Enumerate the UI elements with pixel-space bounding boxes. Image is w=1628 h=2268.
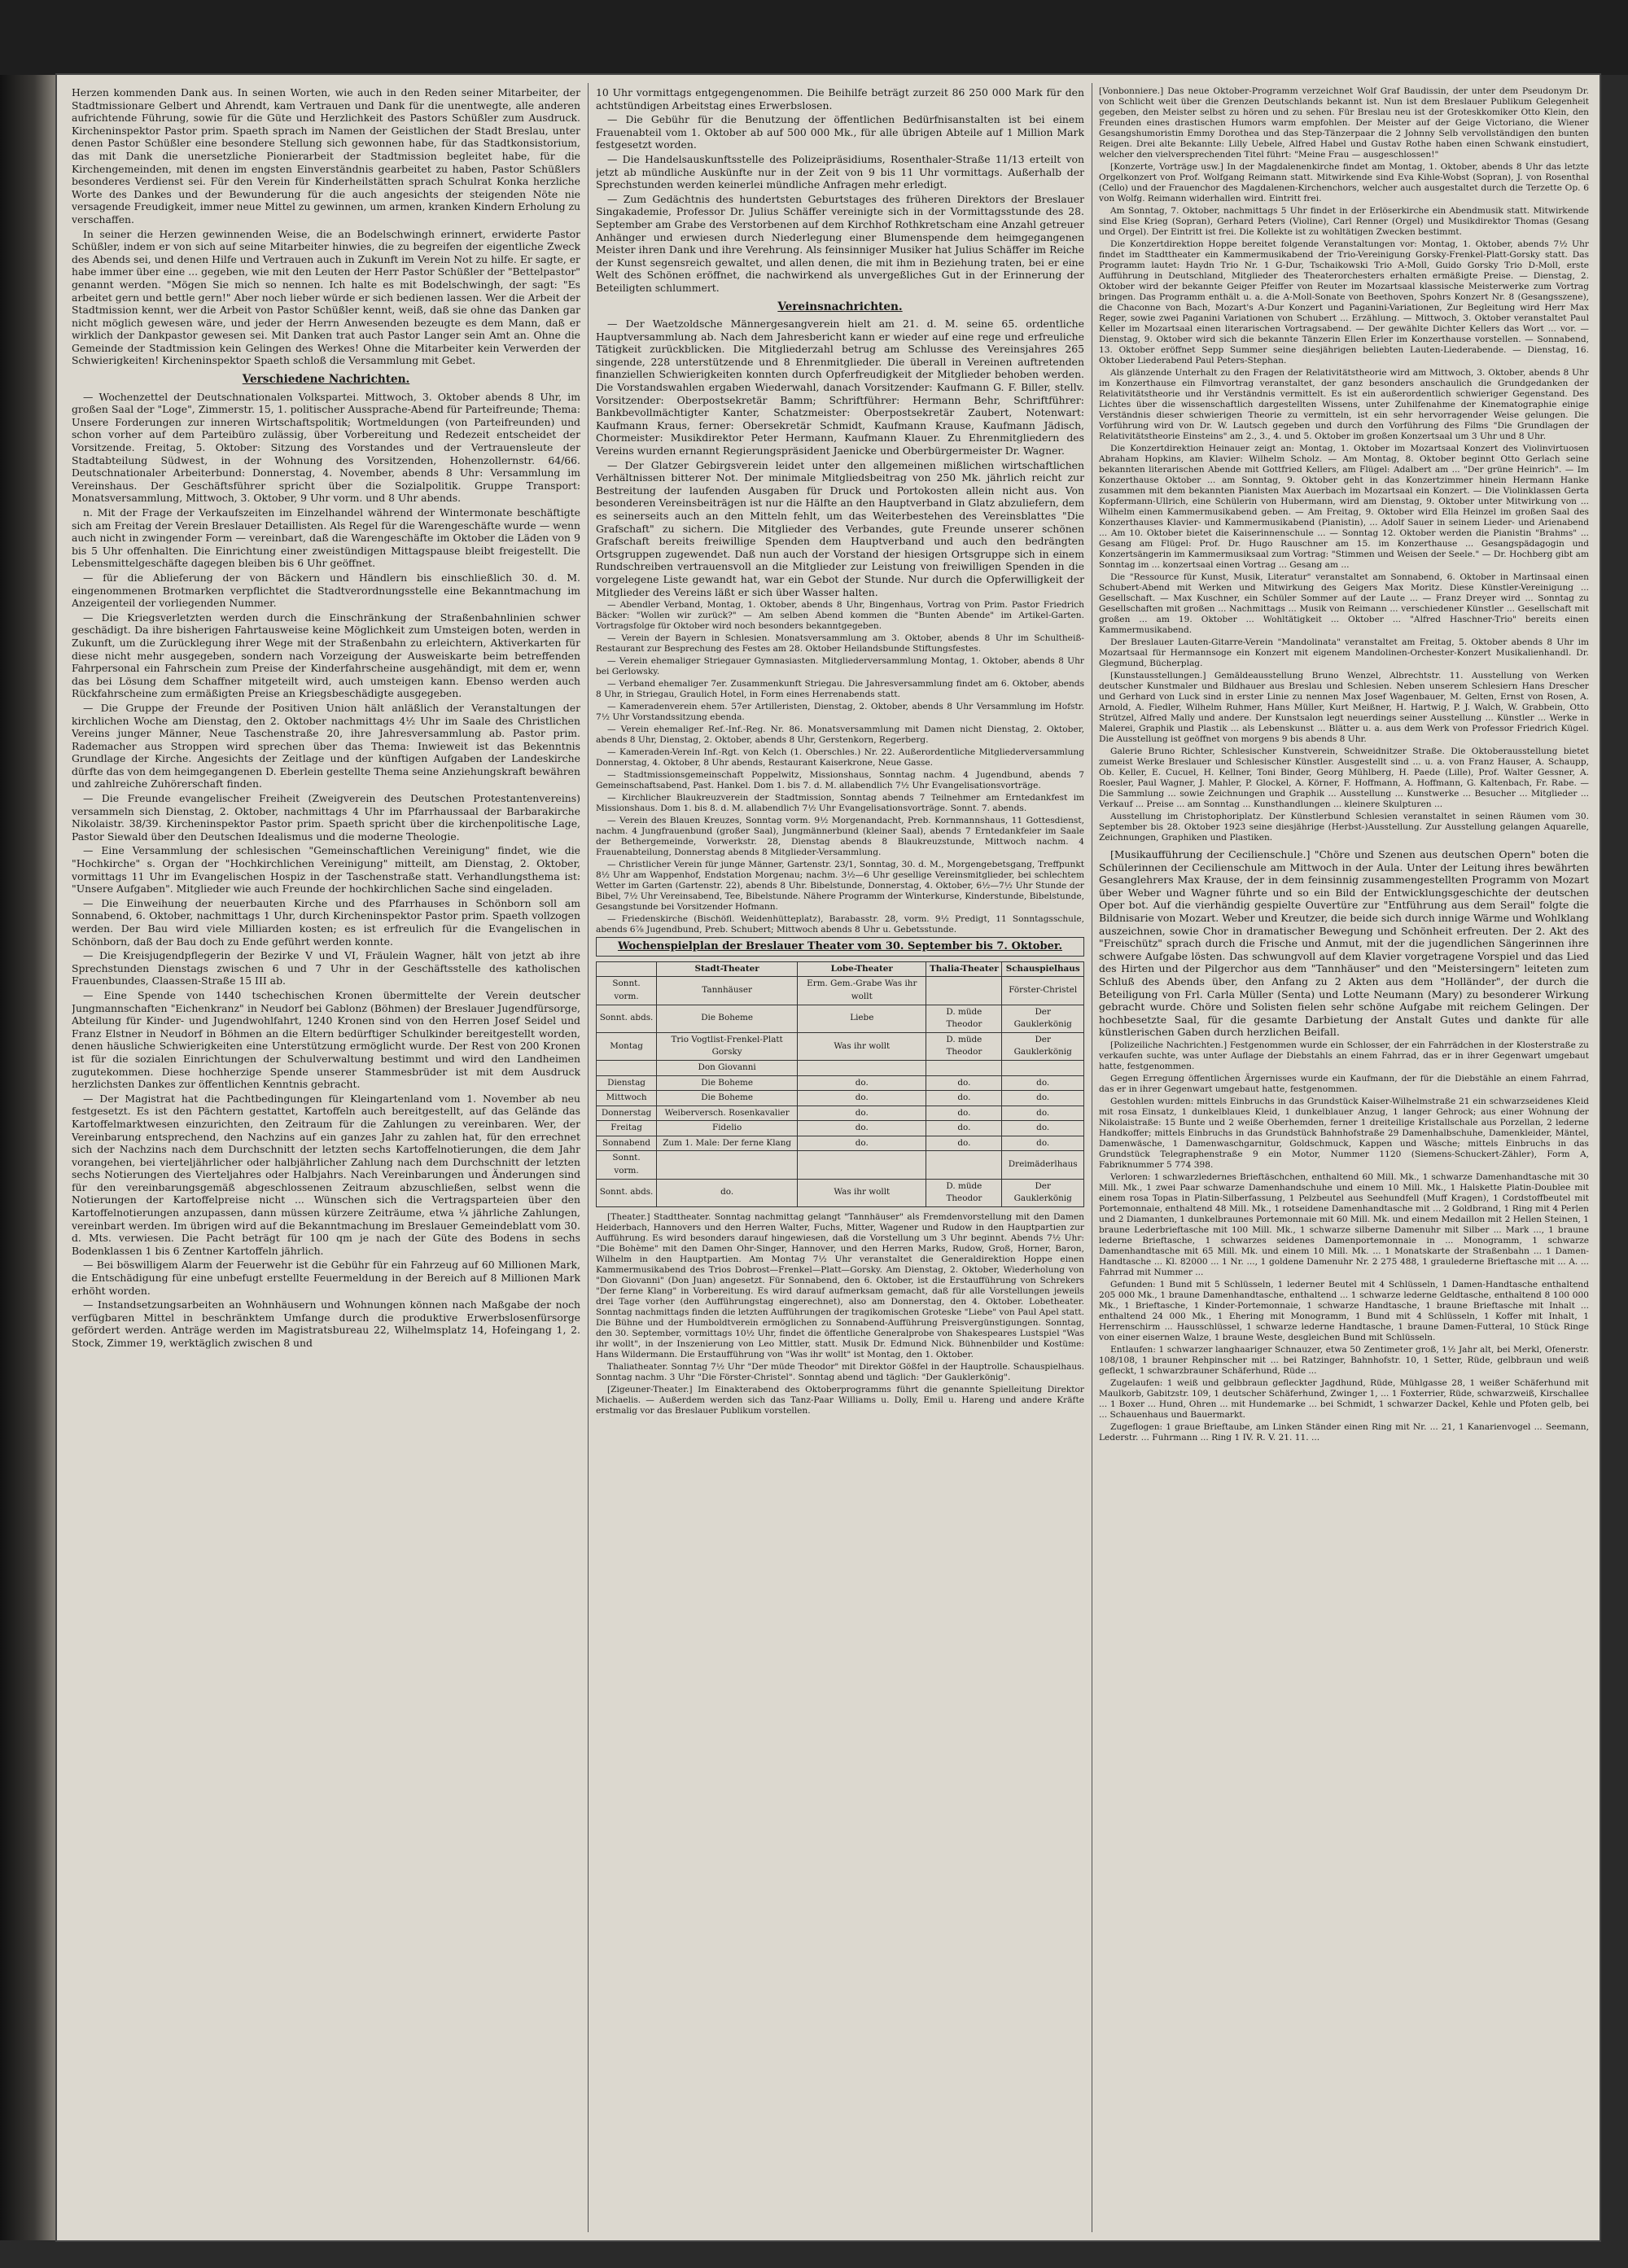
column-1 (72, 86, 580, 2229)
table-cell: Sonnt. vorm. (597, 977, 657, 1005)
article-paragraph: [Zigeuner-Theater.] Im Einakterabend des Oktoberprogramms führt die genannte Spielleitung Direktor Michaelis. — Außerdem werden sich das Tanz-Paar Williams u. Dolly, Emil u. Hareng und andere Kräfte erstmalig vor das Breslauer Publikum vorstellen. (596, 1384, 1084, 1416)
club-notice: — Abendler Verband, Montag, 1. Oktober, abends 8 Uhr, Bingenhaus, Vortrag von Prim. Pastor Friedrich Bäcker: "Wollen wir zurück?" — Am selben Abend kommen die "Bunten Abende" im Artikel-Garten. Vortragsfolge für Oktober wird noch besonders bekanntgegeben. (596, 600, 1084, 632)
table-cell: Sonnt. abds. (597, 1005, 657, 1032)
table-row (597, 1032, 1084, 1060)
table-header-cell: Thalia-Theater (926, 961, 1002, 977)
table-cell: Dienstag (597, 1075, 657, 1091)
article-paragraph: Gestohlen wurden: mittels Einbruchs in das Grundstück Kaiser-Wilhelmstraße 21 ein schwarzseidenes Kleid mit rosa Einsatz, 1 dunkelblaues Kleid, 1 dunkelblauer Anzug, 1 langer Gehrock; aus einer Wohnung der Nikolaistraße: 15 Bunte und 2 weiße Oberhemden, ferner 1 dreiteilige Kristallschale aus Porzellan, 2 lederne Handkoffer; mittels Einbruchs in das Grundstück Bahnhofstraße 29 Damenhalbschuhe, Damenkleider, Mäntel, Damenwäsche, 1 Damenwaschgarnitur, Goldschmuck, Kappen und Wäsche; mittels Einbruchs in das Grundstück Telegraphenstraße 9 ein Motor, Nummer 1120 (Siemens-Schuckert-Zähler), Form A, Fabriknummer 5 774 398. (1099, 1096, 1589, 1170)
club-notice: — Verein ehemaliger Ref.-Inf.-Reg. Nr. 86. Monatsversammlung mit Damen nicht Dienstag, 2. Oktober, abends 8 Uhr, Dienstag, 2. Oktober, abends 8 Uhr, Gerstenkorn, Regerberg. (596, 725, 1084, 746)
article-paragraph: Galerie Bruno Richter, Schlesischer Kunstverein, Schweidnitzer Straße. Die Oktoberausstellung bietet zumeist Werke Breslauer und Schlesischer Künstler. Ausgestellt sind ... u. a. von Franz Hauser, A. Schaupp, Ob. Keller, E. Cucuel, H. Kellner, Toni Binder, Georg Mühlberg, H. Paede (Lille), Prof. Walter Gessner, A. Roesler, Paul Wagner, J. Mahler, P. Glockel, A. Körner, F. Hoffmann, A. Hoffmann, G. Kaltenbach, Fr. Rabe. — Die Sammlung ... sowie Zeichnungen und Graphik ... Ausstellung ... Kunstwerke ... Besucher ... Mitglieder ... Verkauf ... Preise ... am Sonntag ... Kunsthandlungen ... kleinere Skulpturen ... (1099, 747, 1589, 809)
table-row (597, 1121, 1084, 1136)
table-cell: do. (657, 1179, 798, 1206)
table-cell: D. müde Theodor (926, 1005, 1002, 1032)
table-cell: Fidelio (657, 1121, 798, 1136)
table-cell: Zum 1. Male: Der ferne Klang (657, 1136, 798, 1151)
table-cell (926, 977, 1002, 1005)
table-cell: Mittwoch (597, 1091, 657, 1106)
club-notice: — Stadtmissionsgemeinschaft Poppelwitz, Missionshaus, Sonntag nachm. 4 Jugendbund, abends 7 Gemeinschaftsabend, Past. Hankel. Dom 1. bis 7. d. M. allabendlich 7½ Uhr Evangelisationsvorträge. (596, 770, 1084, 791)
scan-top-border (0, 0, 1628, 75)
table-cell: Donnerstag (597, 1106, 657, 1121)
article-paragraph: — Eine Spende von 1440 tschechischen Kronen übermittelte der Verein deutscher Jungmannschaften "Eichenkranz" in Neudorf bei Gablonz (Böhmen) der Breslauer Jugendfürsorge, Abteilung für Kinder- und Jugendwohlfahrt, 1240 Kronen sind von den Herren Josef Seidel und Franz Elstner in Neudorf in Böhmen an die Eltern bedürftiger Schulkinder bereitgestellt worden, denen häusliche Schwierigkeiten eine Unterstützung ermöglicht wurde. Der Rest von 200 Kronen ist für die sozialen Einrichtungen der Schulverwaltung bestimmt und wird den Landheimen zugutekommen. Diese hochherzige Spende unserer Stammesbrüder ist mit dem Ausdruck herzlichsten Dankes zur öffentlichen Kenntnis gebracht. (72, 988, 580, 1091)
article-paragraph: Zugelaufen: 1 weiß und gelbbraun gefleckter Jagdhund, Rüde, Mühlgasse 28, 1 weißer Schäferhund mit Maulkorb, Gabitzstr. 109, 1 deutscher Schäferhund, Zwinger 1, ... 1 Foxterrier, Rüde, schwarzweiß, Kirschallee ... 1 Boxer ... Hund, Ohren ... mit Hundemarke ... bei Schmidt, 1 schwarzer Dackel, Kehle und Pfoten gelb, bei ... Schauenhaus und Bauermarkt. (1099, 1377, 1589, 1420)
article-paragraph: [Musikaufführung der Cecilienschule.] "Chöre und Szenen aus deutschen Opern" boten die Schülerinnen der Cecilienschule am Mittwoch in der Aula. Unter der Leitung ihres bewährten Gesanglehrers Max Krause, der in dem feinsinnig zusammengestellten Programm von Mozart über Weber und Wagner führte und so ein Bild der Entwicklungsgeschichte der deutschen Oper bot. Auf die vierhändig gespielte Ouvertüre zur "Entführung aus dem Serail" folgte die Bildnisarie von Mozart. Weber und Kreutzer, die beide sich durch innige Wärme und Wohlklang auszeichnen, sowie Chor in dramatischer Bewegung und Schönheit erfreuten. Der 2. Akt des "Freischütz" sprach durch die Frische und Anmut, mit der die jugendlichen Sängerinnen ihre schwere Aufgabe lösten. Das schwungvoll auf dem Klavier vorgetragene Vorspiel und das Lied des Hirten und der Pilgerchor aus dem "Tannhäuser" und den "Meistersingern" leiteten zum Schluß des Abends über, den Anfang zu 2 Akten aus dem "Holländer", der durch die Beteiligung von Frl. Carla Müller (Senta) und Lotte Neumann (Mary) zu besonderer Wirkung gebracht wurde. Chöre und Solisten fielen sehr schöne Aufgabe mit reichem Gelingen. Der hochbesetzte Saal, für die gesamte Darbietung der Anstalt Gutes und dankte für alle künstlerischen Gaben durch herzlichen Beifall. (1099, 848, 1589, 1039)
table-row (597, 1106, 1084, 1121)
table-cell: do. (1002, 1121, 1084, 1136)
section-heading: Verschiedene Nachrichten. (242, 373, 410, 387)
article-paragraph: — Die Gruppe der Freunde der Positiven Union hält anläßlich der Veranstaltungen der kirchlichen Woche am Dienstag, den 2. Oktober nachmittags 4½ Uhr im Saale des Christlichen Vereins junger Männer, Neue Taschenstraße 20, ihre Jahresversammlung ab. Pastor prim. Rademacher aus Stroppen wird sprechen über das Thema: Inwieweit ist das Bekenntnis Grundlage der Kirche. Angesichts der Zeitlage und der künftigen Aufgaben der Landeskirche dürfte das von dem heimgegangenen D. Eberlein gestellte Thema seine Anziehungskraft bewähren und zahlreiche Zuhörerschaft finden. (72, 701, 580, 790)
article-paragraph: Gefunden: 1 Bund mit 5 Schlüsseln, 1 lederner Beutel mit 4 Schlüsseln, 1 Damen-Handtasche enthaltend 205 000 Mk., 1 braune Damenhandtasche, enthaltend ... 1 schwarze lederne Geldtasche, enthaltend 8 100 000 Mk., 1 Brieftasche, 1 Kinder-Portemonnaie, 1 schwarze Handtasche, 1 braune Brieftasche mit Inhalt ... enthaltend 24 000 Mk., 1 Ehering mit Monogramm, 1 Bund mit 4 Schlüsseln, 1 Koffer mit Inhalt, 1 Herrenschirm ... Hausschlüssel, 1 schwarze lederne Handtasche, 1 braune Damen-Futteral, 10 Stück Ringe von einer eisernen Walze, 1 braune Weste, desgleichen Bund mit Schlüsseln. (1099, 1279, 1589, 1342)
table-header-row (597, 961, 1084, 977)
table-header-cell: Stadt-Theater (657, 961, 798, 977)
table-cell: Die Boheme (657, 1075, 798, 1091)
table-header-cell: Lobe-Theater (798, 961, 926, 977)
table-header-cell (597, 961, 657, 977)
table-cell: do. (1002, 1136, 1084, 1151)
club-notice: — Friedenskirche (Bischöfl. Weidenhütteplatz), Barabasstr. 28, vorm. 9½ Predigt, 11 Sonntagsschule, abends 6⅞ Jugendbund, Preb. Schubert; Mittwoch abends 8 Uhr u. Gebetsstunde. (596, 914, 1084, 935)
table-cell: do. (798, 1106, 926, 1121)
club-notice: — Christlicher Verein für junge Männer, Gartenstr. 23/1, Sonntag, 30. d. M., Morgengebetsgang, Treffpunkt 8½ Uhr am Wappenhof, Endstation Morgenau; nachm. 3½—6 Uhr gesellige Vereinsmitglieder, bei schlechtem Wetter im Garten (Gartenstr. 22), abends 8 Uhr. Bibelstunde, Donnerstag, 4. Oktober, 6½—7½ Uhr Stunde der Bibel, 7½ Uhr Vereinsabend, Tee, Bibelstunde. Nähere Programm der Winterkurse, Kinderstunde, Bibelstunde, Gesangstunde bei Vorsitzender Hofmann. (596, 860, 1084, 913)
theater-schedule-title: Wochenspielplan der Breslauer Theater vom 30. September bis 7. Oktober. (596, 937, 1084, 957)
club-notice: — Kameraden-Verein Inf.-Rgt. von Kelch (1. Oberschles.) Nr. 22. Außerordentliche Mitgliederversammlung Donnerstag, 4. Oktober, 8 Uhr abends, Restaurant Kaiserkrone, Neue Gasse. (596, 747, 1084, 768)
table-cell: Der Gauklerkönig (1002, 1179, 1084, 1206)
article-paragraph: — Die Freunde evangelischer Freiheit (Zweigverein des Deutschen Protestantenvereins) versammeln sich Dienstag, 2. Oktober, nachmittags 4 Uhr im Pfarrhaussaal der Barbarakirche Nikolaistr. 38/39. Kircheninspektor Pastor prim. Spaeth spricht über die kirchenpolitische Lage, Pastor Siewald über den Deutschen Idealismus und die moderne Theologie. (72, 792, 580, 843)
article-paragraph: 10 Uhr vormittags entgegengenommen. Die Beihilfe beträgt zurzeit 86 250 000 Mark für den achtstündigen Arbeitstag eines Erwerbslosen. (596, 86, 1084, 112)
article-paragraph: Gegen Erregung öffentlichen Ärgernisses wurde ein Kaufmann, der für die Diebstähle an einem Fahrrad, das er in ihrer Gegenwart umgebaut hatte, festgenommen. (1099, 1073, 1589, 1094)
article-paragraph: [Polizeiliche Nachrichten.] Festgenommen wurde ein Schlosser, der ein Fahrrädchen in der Klosterstraße zu verkaufen suchte, was unter Auflage der Diebstahls an einem Fahrrad, das er in ihrer Gegenwart umgebaut hatte, festgenommen. (1099, 1040, 1589, 1071)
table-cell: do. (1002, 1091, 1084, 1106)
article-paragraph: Als glänzende Unterhalt zu den Fragen der Relativitätstheorie wird am Mittwoch, 3. Oktober, abends 8 Uhr im Konzerthause ein Filmvortrag veranstaltet, der ganz besonders anschaulich die Grundgedanken der Relativitätstheorie und ihr Verständnis vermittelt. Es ist ein außerordentlich schwieriger Gegenstand. Des Lichtes über die wissenschaftlich dargestellten Wissens, unter Zuhilfenahme der Kinematographie einige Verständnis dieser schwierigen Theorie zu vermitteln, ist ein sehr hervorragender Weise gelungen. Die Vorführung wird von Dr. W. Lautsch gegeben und durch den Vorführung des Films "Die Grundlagen der Relativitätstheorie Einsteins" am 2., 3., 4. und 5. Oktober im großen Konzertsaal um 3 Uhr und 8 Uhr. (1099, 368, 1589, 441)
article-paragraph: — Die Kriegsverletzten werden durch die Einschränkung der Straßenbahnlinien schwer geschädigt. Da ihre bisherigen Fahrtausweise keine Möglichkeit zum Umsteigen boten, werden in Zukunft, um die Zurücklegung ihrer Wege mit der Straßenbahn zu erleichtern, Aktiverkarten für diese nicht mehr ausgegeben, sondern nach Vorzeigung der Ausweiskarte beim betreffenden Fahrpersonal ein Fahrschein zum Preise der Kinderfahrscheine ausgehändigt, mit dem er, wenn das bei Lösung dem Schaffner mitgeteilt wird, auch umsteigen kann. Ebenso werden auch Rückfahrscheine zum ermäßigten Preise an Kriegsbeschädigte ausgegeben. (72, 611, 580, 700)
article-paragraph: In seiner die Herzen gewinnenden Weise, die an Bodelschwingh erinnert, erwiderte Pastor Schüßler, indem er von sich auf seine Mitarbeiter hinwies, die zu begreifen der eigentliche Zweck des Abends sei, und denen Hilfe und Vertrauen auch in Zukunft im Verein Not zu hilfe. Er sagte, er habe immer über eine ... gegeben, wie mit den Leuten der Herr Pastor Schüßler der "Bettelpastor" genannt werden. "Mögen Sie mich so nennen. Ich halte es mit Bodelschwingh, der sagt: "Es arbeitet gern und bettle gern!" Aber noch lieber würde er sich bedienen lassen. Wer die Arbeit der Stadtmission kennt, wer die Arbeit von Pastor Schüßler kennt, weiß, daß sie ohne das Danken gar nicht möglich gewesen wäre, und jeder der Herrn Anwesenden bezeugte es dem Mann, daß er wirklich der Dankpastor gewesen sei. Mit Danken trat auch Pastor Langer sein Amt an. Ohne die Gemeinde der Stadtmission kein Gelingen des Werkes! Ohne die Mitarbeiter kein Verwerden der Schwierigkeiten! Kircheninspektor Spaeth schloß die Versammlung mit Gebet. (72, 227, 580, 367)
article-paragraph: Thaliatheater. Sonntag 7½ Uhr "Der müde Theodor" mit Direktor Gößfel in der Hauptrolle. Schauspielhaus. Sonntag nachm. 3 Uhr "Die Förster-Christel". Sonntag abend und täglich: "Der Gauklerkönig". (596, 1361, 1084, 1382)
article-paragraph: Herzen kommenden Dank aus. In seinen Worten, wie auch in den Reden seiner Mitarbeiter, der Stadtmissionare Gelbert und Ahrendt, kam Vertrauen und Dank für die unentwegte, alle anderen aufrichtende Führung, sowie für die Güte und Herzlichkeit des Pastors Schüßler zum Ausdruck. Kircheninspektor Pastor prim. Spaeth sprach im Namen der Geistlichen der Stadt Breslau, unter denen Pastor Schüßler eine besondere Stellung sich gewonnen habe, für das Stadtkonsistorium, das mit Dank die unersetzliche Pionierarbeit der Stadtmission begleitet habe, für die Kirchengemeinden, mit denen im engsten Einverständnis gearbeitet zu haben, Pastor Schüßlers besonderes Verdienst sei. Für den Verein für Kinderheilstätten sprach Schulrat Konka herzliche Worte des Dankes und der Bewunderung für die auch angesichts der steigenden Nöte nie versagende Freudigkeit, immer neue Mittel zu gewinnen, um armen, kranken Kindern Erholung zu verschaffen. (72, 86, 580, 225)
club-notice: — Verein des Blauen Kreuzes, Sonntag vorm. 9½ Morgenandacht, Preb. Kornmannshaus, 11 Gottesdienst, nachm. 4 Jungfrauenbund (großer Saal), Jungmännerbund (kleiner Saal), abends 7 Erntedankfeier im Saale der Bethergemeinde, Vorwerkstr. 28, Dienstag abends 8 Blaukreuzstunde, Mittwoch nachm. 4 Frauenabteilung, Donnerstag abends 8 Mitglieder-Versammlung. (596, 816, 1084, 858)
article-paragraph: Verloren: 1 schwarzledernes Brieftäschchen, enthaltend 60 Mill. Mk., 1 schwarze Damenhandtasche mit 30 Mill. Mk., 1 zwei Paar schwarze Damenhandschuhe und einem 10 Mill. Mk., 1 Halskette Platin-Doublee mit einem rosa Topas in Platin-Silberfassung, 1 Pelzbeutel aus Seehundfell (Muff Kragen), 1 Cordstoffbeutel mit Portemonnaie, enthaltend 48 Mill. Mk., 1 rotseidene Damenhandtasche mit ... 2 Goldbrand, 1 Ring mit 4 Perlen und 2 Diamanten, 1 dunkelbraunes Portemonnaie mit 60 Mill. Mk. und einem Medaillon mit 2 Hellen Steinen, 1 braune Lederbrieftasche mit 100 Mill. Mk., 1 schwarze silberne Damenuhr mit Silber ... Mark ..., 1 braune lederne Brieftasche, 1 schwarzes seidenes Damenportemonnaie in ... Monogramm, 1 schwarze Damenhandtasche mit 65 Mill. Mk. und einem 10 Mill. Mk. ... 1 Monatskarte der Straßenbahn ... 1 Damen-Handtasche ... Kl. 82000 ... 1 Nr. ..., 1 goldene Damenuhr Nr. 2 275 488, 1 graulederne Brieftasche mit ... A. ... Fahrrad mit Nummer ... (1099, 1171, 1589, 1277)
table-cell: do. (798, 1091, 926, 1106)
article-paragraph: Die Konzertdirektion Hoppe bereitet folgende Veranstaltungen vor: Montag, 1. Oktober, abends 7½ Uhr findet im Stadttheater ein Kammermusikabend der Trio-Vereinigung Gorsky-Frenkel-Platt-Gorsky statt. Das Programm lautet: Haydn Trio Nr. 1 G-Dur, Tschaikowski Trio A-Moll, Guido Gorsky Trio D-Moll, erste Aufführung in Deutschland, Mitglieder des Theaterorchesters erhalten ermäßigte Preise. — Dienstag, 2. Oktober wird der bekannte Geiger Pfeiffer von Reuter im Mozartsaal klassische Meisterwerke zum Vortrag bringen. Das Programm enthält u. a. die A-Moll-Sonate von Beethoven, Spohrs Konzert Nr. 8 (Gesangsszene), die Chaconne von Bach, Mozart's A-Dur Konzert und Paganini-Variationen, Zur Begleitung wird Herr Max Reger, sowie zwei Paganini Variationen von Schubert ... Erzählung. — Mittwoch, 3. Oktober veranstaltet Paul Keller im Mozartsaal einen literarischen Vortragsabend. — Der gewählte Dichter Kellers das Wort ... vor. — Dienstag, 9. Oktober wird sich die bekannte Tänzerin Ellen Erler im Konzerthause vorstellen. — Sonnabend, 13. Oktober eröffnet Sepp Summer seine diesjährigen beliebten Lauten-Liederabende. — Dienstag, 16. Oktober Liederabend Paul Peters-Stephan. (1099, 239, 1589, 366)
article-paragraph: — Die Einweihung der neuerbauten Kirche und des Pfarrhauses in Schönborn soll am Sonnabend, 6. Oktober, nachmittags 1 Uhr, durch Kircheninspektor Pastor prim. Spaeth vollzogen werden. Der Bau wird viele Milliarden kosten; es ist erfreulich für die Evangelischen in Schönborn, daß der Bau doch zu Ende geführt werden konnte. (72, 896, 580, 948)
table-cell: do. (798, 1136, 926, 1151)
table-cell: Weiberversch. Rosenkavalier (657, 1106, 798, 1121)
club-notice: — Kameradenverein ehem. 57er Artilleristen, Dienstag, 2. Oktober, abends 8 Uhr Versammlung im Hofstr. 7½ Uhr Vorstandssitzung ebenda. (596, 702, 1084, 723)
article-paragraph: n. Mit der Frage der Verkaufszeiten im Einzelhandel während der Wintermonate beschäftigte sich am Freitag der Verein Breslauer Detaillisten. Als Regel für die Warengeschäfte wurde — wenn auch nicht in zwingender Form — vereinbart, daß die Warengeschäfte im Oktober die Läden von 9 bis 5 Uhr offenhalten. Die Einrichtung einer zweistündigen Mittagspause bleibt freigestellt. Die Lebensmittelgeschäfte dagegen bleiben bis 6 Uhr geöffnet. (72, 506, 580, 570)
section-heading: Vereinsnachrichten. (777, 300, 903, 313)
table-cell: D. müde Theodor (926, 1179, 1002, 1206)
article-paragraph: Zugeflogen: 1 graue Brieftaube, am Linken Ständer einen Ring mit Nr. ... 21, 1 Kanarienvogel ... Seemann, Lederstr. ... Fuhrmann ... Ring 1 IV. R. V. 21. 11. ... (1099, 1421, 1589, 1443)
article-paragraph: Entlaufen: 1 schwarzer langhaariger Schnauzer, etwa 50 Zentimeter groß, 1½ Jahr alt, bei Merkl, Ofenerstr. 108/108, 1 brauner Rehpinscher mit ... bei Ratzinger, Bahnhofstr. 10, 1 Setter, Rüde, gelbbraun und weiß gefleckt, 1 schwarzbrauner Schäferhund, Rüde ... (1099, 1344, 1589, 1376)
club-notice: — Verband ehemaliger 7er. Zusammenkunft Striegau. Die Jahresversammlung findet am 6. Oktober, abends 8 Uhr, in Striegau, Graulich Hotel, in Form eines Herrenabends statt. (596, 679, 1084, 700)
book-binding-edge (0, 75, 57, 2240)
table-row (597, 1136, 1084, 1151)
table-row (597, 977, 1084, 1005)
article-paragraph: — Der Glatzer Gebirgsverein leidet unter den allgemeinen mißlichen wirtschaftlichen Verhältnissen bitterer Not. Der minimale Mitgliedsbeitrag von 250 Mk. jährlich reicht zur Bestreitung der laufenden Ausgaben für Druck und Portokosten allein nicht aus. Von besonderen Vereinsbeiträgen ist nur die Hälfte an den Hauptverband in Glatz abzuliefern, dem es seinerseits auch an den Mitteln fehlt, um das Weiterbestehen des Vereinsblattes "Die Grafschaft" zu sichern. Die Mitglieder des Verbandes, gute Freunde unserer schönen Grafschaft bereits freiwillige Spenden dem Hauptverband und auch den bedrängten Ortsgruppen zugewendet. Daß nun auch der Vorstand der hiesigen Ortsgruppe sich in einem Rundschreiben vertrauensvoll an die Mitglieder zur Leistung von freiwilligen Spenden in die vorgelegene Liste gewandt hat, war ein Gebot der Stunde. Nur durch die Opferwilligkeit der Mitglieder des Vereins läßt er sich über Wasser halten. (596, 458, 1084, 598)
table-cell: do. (1002, 1106, 1084, 1121)
column-rule (588, 83, 589, 2232)
table-cell (926, 1060, 1002, 1075)
article-paragraph: [Vonbonniere.] Das neue Oktober-Programm verzeichnet Wolf Graf Baudissin, der unter dem Pseudonym Dr. von Schlicht weit über die Grenzen Deutschlands bekannt ist. Nun ist dem Breslauer Publikum Gelegenheit gegeben, den Meister selbst zu hören und zu sehen. Für Breslau neu ist der Groteskkomiker Otto Klein, den Freunden eines drastischen Humors warm empfohlen. Der Meister auf der Geige Victoriano, die Wiener Gesangshumoristin Emmy Dorothea und das Step-Tänzerpaar die 2 Johnny Selb vervollständigen den bunten Reigen. Drei alte Bekannte: Lilly Uebele, Alfred Habel und Gustav Rothe haben einen Schwank einstudiert, welcher den vielversprechenden Titel führt: "Meine Frau — ausgeschlossen!" (1099, 86, 1589, 160)
table-cell: Montag (597, 1032, 657, 1060)
club-notices (596, 600, 1084, 935)
table-cell: Liebe (798, 1005, 926, 1032)
article-paragraph: Am Sonntag, 7. Oktober, nachmittags 5 Uhr findet in der Erlöserkirche ein Abendmusik statt. Mitwirkende sind Else Krieg (Sopran), Gerhard Peters (Violine), Carl Renner (Orgel) und Musikdirektor Thomas (Gesang und Orgel). Der Eintritt ist frei. Die Kollekte ist zu wohltätigen Zwecken bestimmt. (1099, 206, 1589, 237)
article-paragraph: [Theater.] Stadttheater. Sonntag nachmittag gelangt "Tannhäuser" als Fremdenvorstellung mit den Damen Heiderbach, Hannovers und den Herren Walter, Fuchs, Mitter, Wagener und Rudow in den Hauptpartien zur Aufführung. Es wird besonders darauf hingewiesen, daß die Vorstellung um 3 Uhr beginnt. Abends 7½ Uhr: "Die Bohème" mit den Damen Ohr-Singer, Hannover, und den Herren Marks, Rudow, Groß, Horner, Baron, Wilhelm in den Hauptpartien. Am Montag 7½ Uhr veranstaltet die Generaldirektion Hoppe einen Kammermusikabend des Trios Dobrost—Frenkel—Platt—Gorsky. Am Dienstag, 2. Oktober, Wiederholung von "Don Giovanni" (Don Juan) angesetzt. Für Sonnabend, den 6. Oktober, ist die Erstaufführung von Schrekers "Der ferne Klang" in Vorbereitung. Es wird darauf aufmerksam gemacht, daß für alle Vorstellungen jeweils drei Tage vorher (den Aufführungstag eingerechnet), also am Donnerstag, den 4. Oktober. Lobetheater. Sonntag nachmittags finden die letzten Aufführungen der tragikomischen Groteske "Liebe" von Paul Apel statt. Die Bühne und der Humboldtverein ermöglichen zu Sonnabend-Aufführung Preisvergünstigungen. Sonntag, den 30. September, vormittags 10½ Uhr, findet die öffentliche Generalprobe von Shakespeares Lustspiel "Was ihr wollt", in der Inszenierung von Leo Mittler, statt. Musik Dr. Edmund Nick. Bühnenbilder und Kostüme: Hans Wildermann. Die Erstaufführung von "Was ihr wollt" ist Montag, den 1. Oktober. (596, 1211, 1084, 1359)
table-cell: Der Gauklerkönig (1002, 1032, 1084, 1060)
article-paragraph: [Kunstausstellungen.] Gemäldeausstellung Bruno Wenzel, Albrechtstr. 11. Ausstellung von Werken deutscher Kunstmaler und Bildhauer aus Breslau und Schlesien. Neben unserem Schlesiern Hans Drescher und Gerhard von Luck sind in erster Linie zu nennen Max Josef Wagenbauer, M. Gelten, Ernst von Rosen, A. Arnold, A. Fiedler, Wilhelm Ruhmer, Hans Müller, Kurt Meißner, H. Hartwig, P. J. Walch, W. Grabbein, Otto Strützel, Alfred Mally und andere. Der Kunstsalon legt neuerdings seiner Ausstellung ... Künstler ... Werke in Malerei, Graphik und Plastik ... als Lebenskunst ... Blätter u. a. aus dem Werk von Professor Friedrich Kügel. Die Ausstellung ist geöffnet von morgens 9 bis abends 8 Uhr. (1099, 671, 1589, 744)
table-row (597, 1060, 1084, 1075)
table-cell: Sonnt. abds. (597, 1179, 657, 1206)
table-cell (798, 1060, 926, 1075)
article-paragraph: — Die Kreisjugendpflegerin der Bezirke V und VI, Fräulein Wagner, hält von jetzt ab ihre Sprechstunden Dienstags zwischen 6 und 7 Uhr in der Geschäftsstelle des katholischen Frauenbundes, Claassen-Straße 15 III ab. (72, 949, 580, 987)
article-paragraph: Die "Ressource für Kunst, Musik, Literatur" veranstaltet am Sonnabend, 6. Oktober in Martinsaal einen Schubert-Abend mit Werken und Mitwirkung des Geigers Max Moritz. Diese Künstler-Vereinigung ... Gesellschaft. — Max Kuschner, ein Schüler Sommer auf der Laute ... — Franz Dreyer wird ... Sonntag zu Gesellschaften mit großen ... Nachmittags ... Musik von Reimann ... verschiedener Künstler ... Gesellschaft mit großen ... am 19. Oktober ... Wohltätigkeit ... Oktober ... "Alfred Haschner-Trio" bereits einen Kammermusikabend. (1099, 572, 1589, 635)
column-3 (1099, 86, 1589, 2229)
article-paragraph: — Die Handelsauskunftsstelle des Polizeipräsidiums, Rosenthaler-Straße 11/13 erteilt von jetzt ab mündliche Auskünfte nur in der Zeit von 9 bis 11 Uhr vormittags. Außerhalb der Sprechstunden werden keinerlei mündliche Anfragen mehr erledigt. (596, 152, 1084, 191)
table-cell: Die Boheme (657, 1005, 798, 1032)
table-row (597, 1075, 1084, 1091)
table-cell: do. (926, 1106, 1002, 1121)
table-cell: do. (926, 1136, 1002, 1151)
article-paragraph: Der Breslauer Lauten-Gitarre-Verein "Mandolinata" veranstaltet am Freitag, 5. Oktober abends 8 Uhr im Mozartsaal für Hermannsoge ein Konzert mit eigenem Mandolinen-Orchester-Konzert Musikalienhandl. Dr. Glegmund, Bücherplag. (1099, 637, 1589, 668)
article-paragraph: — Zum Gedächtnis des hundertsten Geburtstages des früheren Direktors der Breslauer Singakademie, Professor Dr. Julius Schäffer vereinigte sich in der Vormittagsstunde des 28. September am Grabe des Verstorbenen auf dem Kirchhof Rothkretscham eine Anzahl getreuer Anhänger und erwiesen durch Niederlegung einer Blumenspende dem heimgegangenen Meister ihren Dank und ihre Verehrung. Als feinsinniger Musiker hat Julius Schäffer im Reiche der Kunst segensreich gewaltet, und allen denen, die mit ihm in Beziehung traten, bei er eine Welt des Schönen eröffnet, die nachwirkend als unvergeßliches Gut in der Erinnerung der Beteiligten schlummert. (596, 192, 1084, 294)
table-cell: Was ihr wollt (798, 1179, 926, 1206)
article-paragraph: — Der Magistrat hat die Pachtbedingungen für Kleingartenland vom 1. November ab neu festgesetzt. Es ist den Pächtern gestattet, Kartoffeln auch bereitgestellt, auf das Gelände das Kartoffelmarktwesen einzurichten, den Zeitraum für die Zahlungen zu vereinbaren. Wer, der Vereinbarung entsprechend, den Nachzins auf ein ganzes Jahr zu zahlen hat, für den errechnet sich der Nachzins nach dem Durchschnitt der letzten sechs Kartoffelnotierungen, die dem Jahr vorangehen, bei vierteljährlicher oder halbjährlicher Zahlung nach dem Durchschnitt der letzten sechs Notierungen des Vierteljahres oder Halbjahrs. Nach Vereinbarungen und Änderungen sind für den vereinbarungsgemäß abgeschlossenen Zeitraum abzuschließen, selbst wenn die Notierungen der Kartoffelpreise nicht ... Wünschen sich die Vertragsparteien über den Kartoffelnotierungen anzupassen, dann müssen kürzere Zeiträume, etwa ¼ jährliche Zahlungen, vereinbart werden. Im übrigen wird auf die Bekanntmachung im Breslauer Gemeindeblatt vom 30. d. Mts. verwiesen. Die Pacht beträgt für 100 qm je nach der Güte des Bodens in sechs Bodenklassen 1 bis 6 Zentner Kartoffeln jährlich. (72, 1092, 580, 1257)
table-cell: do. (798, 1121, 926, 1136)
article-paragraph: — Eine Versammlung der schlesischen "Gemeinschaftlichen Vereinigung" findet, wie die "Hochkirche" s. Organ der "Hochkirchlichen Vereinigung" mitteilt, am Dienstag, 2. Oktober, vormittags 11 Uhr im Evangelischen Hospiz in der Taschenstraße statt. Verhandlungsthema ist: "Unsere Aufgaben". Mitglieder wie auch Freunde der hochkirchlichen Sache sind eingeladen. (72, 844, 580, 895)
article-paragraph: — für die Ablieferung der von Bäckern und Händlern bis einschließlich 30. d. M. eingenommenen Brotmarken verpflichtet die Stadtverordnungsstelle eine Bekanntmachung im Anzeigenteil der vorliegenden Nummer. (72, 571, 580, 610)
table-header-cell: Schauspielhaus (1002, 961, 1084, 977)
article-paragraph: — Der Waetzoldsche Männergesangverein hielt am 21. d. M. seine 65. ordentliche Hauptversammlung ab. Nach dem Jahresbericht kann er wieder auf eine rege und erfreuliche Tätigkeit zurückblicken. Die Mitgliederzahl betrug am Schlusse des Vereinsjahres 265 singende, 228 unterstützende und 8 Ehrenmitglieder. Die überall in Vereinen auftretenden finanziellen Schwierigkeiten konnten durch Opferfreudigkeit der Mitglieder behoben werden. Die Vorstandswahlen ergaben Wiederwahl, danach Vorsitzender: Kaufmann G. F. Biller, stellv. Vorsitzender: Oberpostsekretär Bamm; Schriftführer: Hermann Behr, Schriftführer: Bankbevollmächtigter Kanter, Schatzmeister: Oberpostsekretär Zaubert, Notenwart: Kaufmann Kraus, ferner: Obersekretär Schmidt, Kaufmann Krause, Kaufmann Jädisch, Chormeister: Musikdirektor Peter Hermann, Kaufmann Klauer. Zu Ehrenmitgliedern des Vereins wurden ernannt Regierungspräsident Jaenicke und Oberbürgermeister Dr. Wagner. (596, 317, 1084, 458)
table-row (597, 1179, 1084, 1206)
table-cell: Freitag (597, 1121, 657, 1136)
table-cell: Förster-Christel (1002, 977, 1084, 1005)
article-paragraph: [Konzerte, Vorträge usw.] In der Magdalenenkirche findet am Montag, 1. Oktober, abends 8 Uhr das letzte Orgelkonzert von Prof. Wolfgang Reimann statt. Mitwirkende sind Eva Kihle-Wobst (Sopran), J. von Rosenthal (Cello) und der Frauenchor des Magdalenen-Kirchenchors, welcher auch ausgestaltet durch die Terzette Op. 6 von Wolfg. Reimann widerhallen wird. Eintritt frei. (1099, 162, 1589, 204)
table-row (597, 1005, 1084, 1032)
table-cell: do. (926, 1091, 1002, 1106)
table-cell: Sonnt. vorm. (597, 1151, 657, 1179)
table-cell: do. (1002, 1075, 1084, 1091)
club-notice: — Verein ehemaliger Striegauer Gymnasiasten. Mitgliederversammlung Montag, 1. Oktober, abends 8 Uhr bei Gerlowsky. (596, 656, 1084, 677)
article-paragraph: — Die Gebühr für die Benutzung der öffentlichen Bedürfnisanstalten ist bei einem Frauenabteil vom 1. Oktober ab auf 500 000 Mk., für alle übrigen Abteile auf 1 Million Mark festgesetzt worden. (596, 113, 1084, 151)
article-paragraph: — Wochenzettel der Deutschnationalen Volkspartei. Mittwoch, 3. Oktober abends 8 Uhr, im großen Saal der "Loge", Zimmerstr. 15, 1. politischer Aussprache-Abend für Parteifreunde; Thema: Unsere Forderungen zur inneren Wirtschaftspolitik; Wortmeldungen (von Parteifreunden) und schon vorher auf dem Parteibüro zulässig, über Vorbereitung und Redezeit entscheidet der Vorsitzende. Freitag, 5. Oktober: Sitzung des Vorstandes und der Vertrauensleute der Stadtabteilung Südwest, in der Wohnung des Vorsitzenden, Hohenzollernstr. 64/66. Deutschnationaler Arbeiterbund: Donnerstag, 4. November, abends 8 Uhr: Versammlung im Vereinshaus. Der Geschäftsführer spricht über die Sozialpolitik. Gruppe Transport: Monatsversammlung, Mittwoch, 3. Oktober, 9 Uhr vorm. und 8 Uhr abends. (72, 390, 580, 505)
table-cell (1002, 1060, 1084, 1075)
table-cell (926, 1151, 1002, 1179)
table-cell (798, 1151, 926, 1179)
newspaper-page (57, 75, 1600, 2240)
table-cell: Don Giovanni (657, 1060, 798, 1075)
table-cell: Tannhäuser (657, 977, 798, 1005)
table-cell: Was ihr wollt (798, 1032, 926, 1060)
table-cell: do. (926, 1121, 1002, 1136)
table-cell (657, 1151, 798, 1179)
theater-schedule-table (596, 961, 1084, 1207)
table-cell: Trio Vogtlist-Frenkel-Platt Gorsky (657, 1032, 798, 1060)
club-notice: — Kirchlicher Blaukreuzverein der Stadtmission, Sonntag abends 7 Teilnehmer am Erntedankfest im Missionshaus. Dom 1. bis 8. d. M. allabendlich 7½ Uhr Evangelisationsvorträge. Sonnt. 7. abends. (596, 793, 1084, 814)
table-cell: do. (798, 1075, 926, 1091)
club-notice: — Verein der Bayern in Schlesien. Monatsversammlung am 3. Oktober, abends 8 Uhr im Schultheiß-Restaurant zur Besprechung des Festes am 28. Oktober Heilandsbunde Stiftungsfestes. (596, 633, 1084, 655)
table-cell: Dreimäderlhaus (1002, 1151, 1084, 1179)
article-paragraph: — Bei böswilligem Alarm der Feuerwehr ist die Gebühr für ein Fahrzeug auf 60 Millionen Mark, die Entschädigung für eine unbefugt erstellte Feuermeldung in der Bereich auf 8 Millionen Mark erhöht worden. (72, 1259, 580, 1297)
table-cell: D. müde Theodor (926, 1032, 1002, 1060)
column-2 (596, 86, 1084, 2229)
table-row (597, 1091, 1084, 1106)
table-cell: Sonnabend (597, 1136, 657, 1151)
article-paragraph: Ausstellung im Christophoriplatz. Der Künstlerbund Schlesien veranstaltet in seinen Räumen vom 30. September bis 28. Oktober 1923 seine diesjährige (Herbst-)Ausstellung. Zur Ausstellung gelangen Aquarelle, Zeichnungen, Graphiken und Plastiken. (1099, 812, 1589, 843)
table-row (597, 1151, 1084, 1179)
table-cell: do. (926, 1075, 1002, 1091)
table-cell (597, 1060, 657, 1075)
table-cell: Der Gauklerkönig (1002, 1005, 1084, 1032)
article-paragraph: — Instandsetzungsarbeiten an Wohnhäusern und Wohnungen können nach Maßgabe der noch verfügbaren Mittel in beschränktem Umfange durch die produktive Erwerbslosenfürsorge gefördert werden. Anträge werden im Magistratsbureau 22, Wilhelmsplatz 14, Hofeingang 1, 2. Stock, Zimmer 19, werktäglich zwischen 8 und (72, 1298, 580, 1349)
table-cell: Erm. Gem.-Grabe Was ihr wollt (798, 977, 926, 1005)
table-cell: Die Boheme (657, 1091, 798, 1106)
article-paragraph: Die Konzertdirektion Heinauer zeigt an: Montag, 1. Oktober im Mozartsaal Konzert des Violinvirtuosen Abraham Hopkins, am Klavier: Wilhelm Scholz. — Am Montag, 8. Oktober beginnt Otto Gerlach seine bekannten literarischen Abende mit Gottfried Kellers, am Flügel: Adalbert am ... "Der grüne Heinrich". — Im Konzerthause Oktober ... am Sonntag, 9. Oktober geht in das Konzertzimmer hinein Hermann Hanke zusammen mit dem bekannten Pianisten Max Auerbach im Mozartsaal ein Konzert. — Die Violinklassen Gerta Kopfermann-Ullrich, eine Schülerin von Hubermann, wird am Dienstag, 9. Oktober unter Mitwirkung von ... Wilhelm einen Kammermusikabend geben. — Am Freitag, 9. Oktober wird Ella Heinzel im großen Saal des Konzerthauses Klavier- und Kammermusikabend (Pianistin), ... Adolf Sauer in seinem Lieder- und Arienabend ... Am 10. Oktober bietet die Kaiserinnenschule ... — Sonntag 12. Oktober werden die Pianistin "Brahms" ... Gesang am Flügel: Prof. Dr. Hugo Rauschner am 15. im Konzerthause ... Gesangspädagogin und Konzertsängerin im Kammermusiksaal zum Vortrag: "Stimmen und Weisen der Seele." — Dr. Hochberg gibt am Sonntag im ... konzertsaal einen Vortrag ... Gesang am ... (1099, 444, 1589, 570)
